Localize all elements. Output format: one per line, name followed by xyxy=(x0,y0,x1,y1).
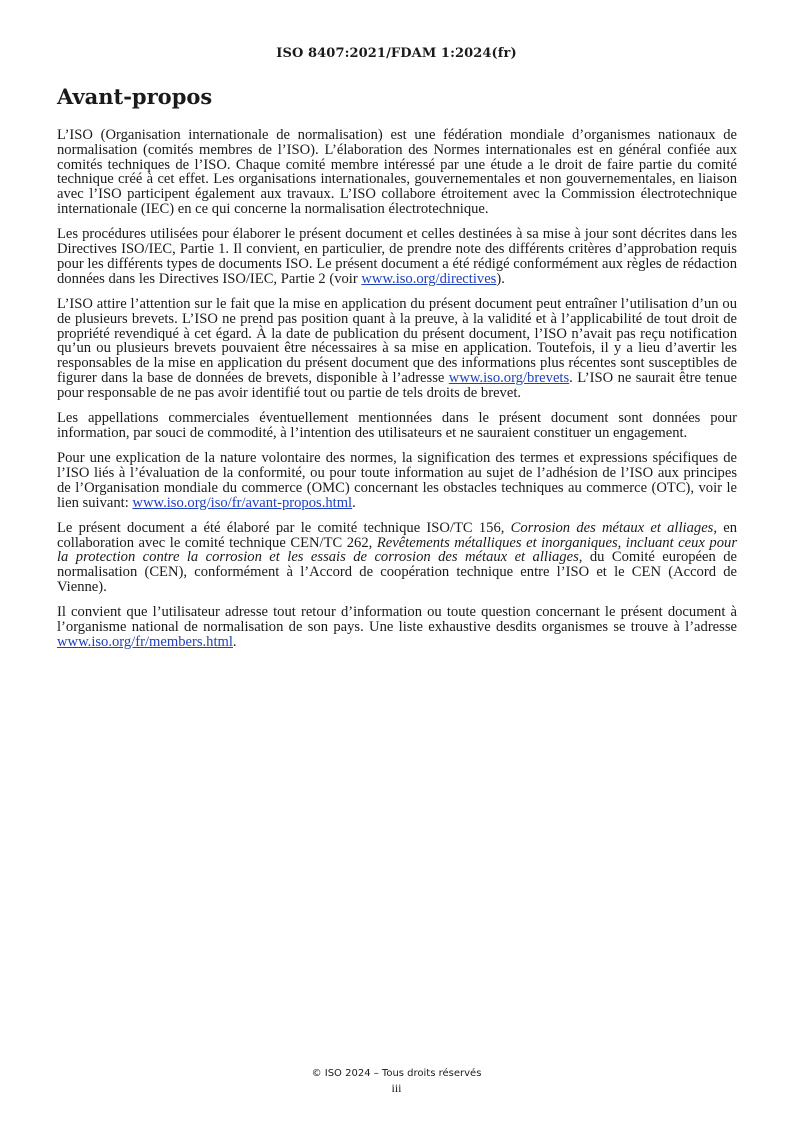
paragraph-iso-organisation xyxy=(57,128,737,217)
paragraph-text: L’ISO (Organisation internationale de normalisation) est une fédération mondiale d’organismes nationaux de normalisation (comités membres de l’ISO). L’élaboration des Normes internationales est en général confiée aux comités techniques de l’ISO. Chaque comité membre intéressé par une étude a le droit de faire partie du comité technique créé à cet effet. Les organisations internationales, gouvernementales et non gouvernementales, en liaison avec l’ISO participent également aux travaux. L’ISO collabore étroitement avec la Commission électrotechnique internationale (IEC) en ce qui concerne la normalisation électrotechnique. xyxy=(57,127,737,217)
paragraph-text: . xyxy=(232,633,237,650)
committee-title-iso: Corrosion des métaux et alliages xyxy=(510,519,714,536)
foreword-body xyxy=(57,128,737,660)
paragraph-text: Le présent document a été élaboré par le comité technique ISO/TC 156, xyxy=(57,519,511,536)
page-footer xyxy=(0,1066,793,1096)
paragraph-text: ). xyxy=(496,270,505,287)
paragraph-patents xyxy=(57,297,737,401)
link-avant-propos[interactable]: www.iso.org/iso/fr/avant-propos.html xyxy=(132,494,353,511)
copyright-notice: © ISO 2024 – Tous droits réservés xyxy=(311,1068,482,1079)
link-members[interactable]: www.iso.org/fr/members.html xyxy=(57,633,233,650)
committee-title-cen: Revêtements métalliques et inorganiques, incluant ceux pour la protection contre la corrosion et les essais de corrosion des métaux et alliages, xyxy=(57,534,737,566)
paragraph-text: . xyxy=(352,494,356,511)
paragraph-procedures xyxy=(57,227,737,286)
paragraph-committee xyxy=(57,521,737,595)
paragraph-trade-names xyxy=(57,411,737,441)
document-id-header: ISO 8407:2021/FDAM 1:2024(fr) xyxy=(276,46,517,61)
section-title: Avant-propos xyxy=(57,84,213,109)
paragraph-voluntary-nature xyxy=(57,451,737,510)
paragraph-text: du Comité européen de normalisation (CEN), conformément à l’Accord de coopération technique entre l’ISO et le CEN (Accord de Vienne). xyxy=(57,549,737,596)
paragraph-text: L’ISO attire l’attention sur le fait que la mise en application du présent document peut entraîner l’utilisation d’un ou de plusieurs brevets. L’ISO ne prend pas position quant à la preuve, à la validité et à l’applicabilité de tout droit de propriété revendiqué à cet égard. À la date de publication du présent document, l’ISO n’avait pas reçu notification qu’un ou plusieurs brevets pouvaient être nécessaires à sa mise en application. Toutefois, il y a lieu d’avertir les responsables de la mise en application du présent document que des informations plus récentes sont susceptibles de figurer dans la base de données de brevets, disponible à l’adresse xyxy=(57,295,737,386)
paragraph-text: Les procédures utilisées pour élaborer le présent document et celles destinées à sa mise à jour sont décrites dans les Directives ISO/IEC, Partie 1. Il convient, en particulier, de prendre note des différents critères d’approbation requis pour les différents types de documents ISO. Le présent document a été rédigé conformément aux règles de rédaction données dans les Directives ISO/IEC, Partie 2 (voir xyxy=(57,226,737,287)
paragraph-text: . L’ISO ne saurait être tenue pour responsable de ne pas avoir identifié tout ou partie de tels droits de brevet. xyxy=(57,369,737,401)
paragraph-text: , en collaboration avec le comité technique CEN/TC 262, xyxy=(57,519,738,551)
paragraph-text: Pour une explication de la nature volontaire des normes, la signification des termes et expressions spécifiques de l’ISO liés à l’évaluation de la conformité, ou pour toute information au sujet de l’adhésion de l’ISO aux principes de l’Organisation mondiale du commerce (OMC) concernant les obstacles techniques au commerce (OTC), voir le lien suivant: xyxy=(57,450,737,511)
link-directives[interactable]: www.iso.org/directives xyxy=(361,270,497,287)
paragraph-text: Il convient que l’utilisateur adresse tout retour d’information ou toute question concernant le présent document à l’organisme national de normalisation de son pays. Une liste exhaustive desdits organismes se trouve à l’adresse xyxy=(57,604,737,636)
link-brevets[interactable]: www.iso.org/brevets xyxy=(448,369,570,386)
paragraph-text: Les appellations commerciales éventuellement mentionnées dans le présent document sont données pour information, par souci de commodité, à l’intention des utilisateurs et ne sauraient constituer un engagement. xyxy=(57,410,737,441)
paragraph-feedback xyxy=(57,605,737,649)
page-number: iii xyxy=(391,1081,402,1095)
